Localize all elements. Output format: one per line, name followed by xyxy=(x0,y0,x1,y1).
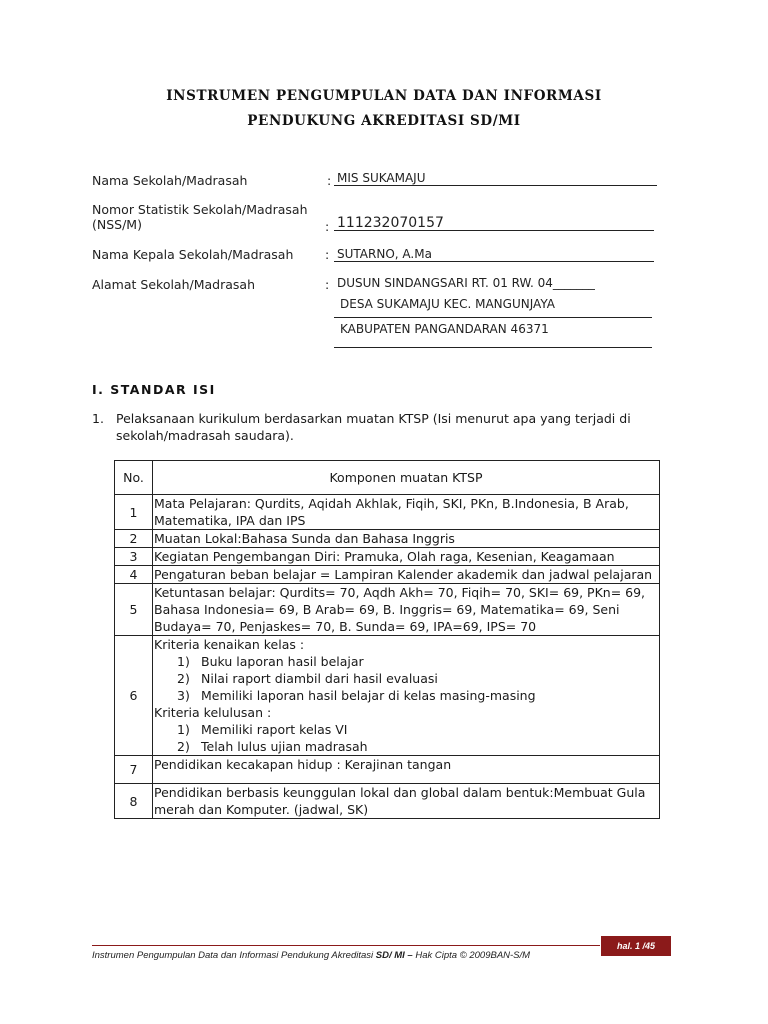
section-heading: I. STANDAR ISI xyxy=(92,382,216,397)
list-number: 1) xyxy=(177,722,190,737)
row-number: 1 xyxy=(115,495,153,530)
nss-label-line2: (NSS/M) xyxy=(92,217,142,232)
table-row xyxy=(115,756,660,784)
table-row xyxy=(115,636,660,756)
head-value: SUTARNO, A.Ma xyxy=(334,246,654,262)
table-row xyxy=(115,784,660,819)
list-number: 3) xyxy=(177,688,190,703)
question-number: 1. xyxy=(92,411,104,426)
header-component: Komponen muatan KTSP xyxy=(153,461,660,495)
address-line3: KABUPATEN PANGANDARAN 46371 xyxy=(334,321,652,348)
list-text: Telah lulus ujian madrasah xyxy=(201,739,368,754)
row-number: 8 xyxy=(115,784,153,819)
document-title-line2: PENDUKUNG AKREDITASI SD/MI xyxy=(247,113,521,129)
row-number: 6 xyxy=(115,636,153,756)
ktsp-table xyxy=(114,460,660,819)
table-row xyxy=(115,495,660,530)
document-title-line1: INSTRUMEN PENGUMPULAN DATA DAN INFORMASI xyxy=(166,88,602,104)
list-number: 2) xyxy=(177,671,190,686)
question-1 xyxy=(92,410,672,444)
address-label: Alamat Sekolah/Madrasah xyxy=(92,277,256,292)
school-name-value: MIS SUKAMAJU xyxy=(334,170,657,186)
row-number: 5 xyxy=(115,584,153,636)
colon: : xyxy=(325,219,330,234)
footer-text-a: Instrumen Pengumpulan Data dan Informasi Pendukung Akreditasi xyxy=(92,950,376,961)
row-number: 7 xyxy=(115,756,153,784)
list-number: 1) xyxy=(177,654,190,669)
footer-text-b: SD/ MI – xyxy=(375,950,413,961)
row-text: Pengaturan beban belajar = Lampiran Kalender akademik dan jadwal pelajaran xyxy=(153,566,660,584)
footer-text xyxy=(92,950,530,961)
address-line1: DUSUN SINDANGSARI RT. 01 RW. 04_______ xyxy=(337,276,595,290)
school-name-label: Nama Sekolah/Madrasah xyxy=(92,173,248,188)
row-text: Pendidikan kecakapan hidup : Kerajinan tangan xyxy=(153,756,660,784)
list-text: Nilai raport diambil dari hasil evaluasi xyxy=(201,671,438,686)
row-text: Mata Pelajaran: Qurdits, Aqidah Akhlak, Fiqih, SKI, PKn, B.Indonesia, B Arab, Matematika, IPA dan IPS xyxy=(153,495,660,530)
address-line2: DESA SUKAMAJU KEC. MANGUNJAYA xyxy=(334,296,652,318)
footer-text-c: Hak Cipta © 2009BAN-S/M xyxy=(412,950,531,961)
kelulusan-label: Kriteria kelulusan : xyxy=(154,705,272,720)
nss-value: 111232070157 xyxy=(334,215,654,231)
row-text: Pendidikan berbasis keunggulan lokal dan global dalam bentuk:Membuat Gula merah dan Komputer. (jadwal, SK) xyxy=(153,784,660,819)
list-text: Buku laporan hasil belajar xyxy=(201,654,364,669)
footer-divider xyxy=(92,945,600,946)
row-text: Kegiatan Pengembangan Diri: Pramuka, Olah raga, Kesenian, Keagamaan xyxy=(153,548,660,566)
colon: : xyxy=(325,277,330,292)
row-number: 4 xyxy=(115,566,153,584)
list-text: Memiliki raport kelas VI xyxy=(201,722,348,737)
list-number: 2) xyxy=(177,739,190,754)
criteria-cell xyxy=(153,636,660,756)
colon: : xyxy=(325,247,330,262)
list-item xyxy=(154,738,657,755)
list-item xyxy=(154,721,657,738)
list-item xyxy=(154,687,657,704)
list-text: Memiliki laporan hasil belajar di kelas masing-masing xyxy=(201,688,536,703)
table-row xyxy=(115,566,660,584)
page-number-badge: hal. 1 /45 xyxy=(601,936,671,956)
head-label: Nama Kepala Sekolah/Madrasah xyxy=(92,247,294,262)
table-row xyxy=(115,584,660,636)
kenaikan-label: Kriteria kenaikan kelas : xyxy=(154,637,305,652)
row-number: 3 xyxy=(115,548,153,566)
header-no: No. xyxy=(115,461,153,495)
table-row xyxy=(115,530,660,548)
question-text: Pelaksanaan kurikulum berdasarkan muatan KTSP (Isi menurut apa yang terjadi di sekolah/madrasah saudara). xyxy=(116,411,631,443)
table-header-row xyxy=(115,461,660,495)
row-text: Ketuntasan belajar: Qurdits= 70, Aqdh Akh= 70, Fiqih= 70, SKI= 69, PKn= 69, Bahasa Indonesia= 69, B Arab= 69, B. Inggris= 69, Matematika= 69, Seni Budaya= 70, Penjaskes= 70, B. Sunda= 69, IPA=69, IPS= 70 xyxy=(153,584,660,636)
table-row xyxy=(115,548,660,566)
nss-label-line1: Nomor Statistik Sekolah/Madrasah xyxy=(92,202,308,217)
colon: : xyxy=(327,173,332,188)
row-text: Muatan Lokal:Bahasa Sunda dan Bahasa Inggris xyxy=(153,530,660,548)
list-item xyxy=(154,670,657,687)
list-item xyxy=(154,653,657,670)
row-number: 2 xyxy=(115,530,153,548)
